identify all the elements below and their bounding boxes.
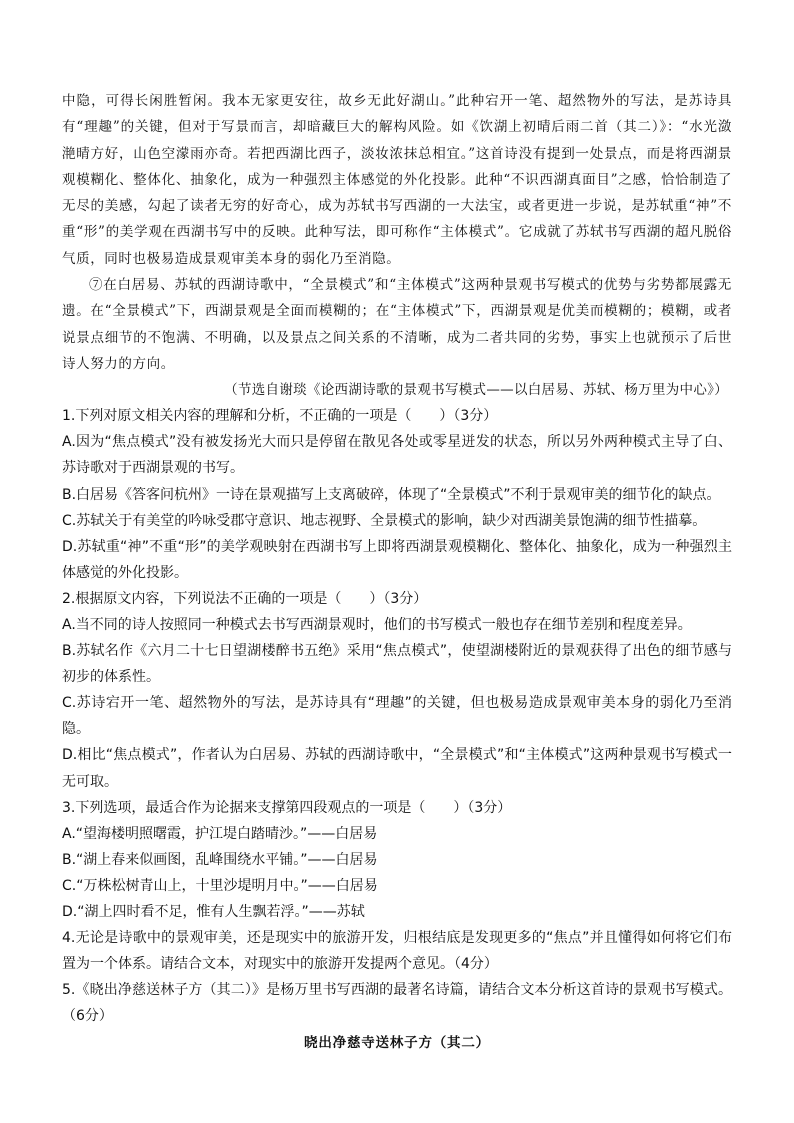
question-1-option-c: C.苏轼关于有美堂的吟咏受郡守意识、地志视野、全景模式的影响，缺少对西湖美景饱满的细节性描摹。	[62, 512, 707, 529]
question-3-option-a: A.“望海楼明照曙霞，护江堤白踏晴沙。”——白居易	[62, 825, 378, 842]
question-5-stem: 5.《晓出净慈送林子方（其二）》是杨万里书写西湖的最著名诗篇，请结合文本分析这首诗的景观书写模式。（6分）	[62, 982, 732, 1025]
question-1-options	[62, 429, 732, 586]
poem-title: 晓出净慈寺送林子方（其二）	[304, 1034, 490, 1051]
question-3-option-b: B.“湖上春来似画图，乱峰围绕水平铺。”——白居易	[62, 851, 378, 868]
question-2-option-d: D.相比“焦点模式”，作者认为白居易、苏轼的西湖诗歌中，“全景模式”和“主体模式”这两种景观书写模式一无可取。	[62, 747, 732, 790]
passage-paragraph-6-continued: 中隐，可得长闲胜暂闲。我本无家更安往，故乡无此好湖山。”此种宕开一笔、超然物外的写法，是苏诗具有“理趣”的关键，但对于写景而言，却暗藏巨大的解构风险。如《饮湖上初晴后雨二首（其二）》：“水光潋滟晴方好，山色空濛雨亦奇。若把西湖比西子，淡妆浓抹总相宜。”这首诗没有提到一处景点，而是将西湖景观模糊化、整体化、抽象化，成为一种强烈主体感觉的外化投影。此种“不识西湖真面目”之感，恰恰制造了无尽的美感，勾起了读者无穷的好奇心，成为苏轼书写西湖的一大法宝，或者更进一步说，是苏轼重“神”不重“形”的美学观在西湖书写中的反映。此种写法，即可称作“主体模式”。它成就了苏轼书写西湖的超凡脱俗气质，同时也极易造成景观审美本身的弱化乃至消隐。	[62, 93, 732, 267]
passage-source: （节选自谢琰《论西湖诗歌的景观书写模式——以白居易、苏轼、杨万里为中心》）	[224, 382, 728, 399]
exam-page	[62, 88, 732, 1056]
question-1-option-d: D.苏轼重“神”不重“形”的美学观映射在西湖书写上即将西湖景观模糊化、整体化、抽象化，成为一种强烈主体感觉的外化投影。	[62, 538, 732, 581]
question-3-stem: 3.下列选项，最适合作为论据来支撑第四段观点的一项是（ ）（3分）	[62, 799, 512, 816]
question-2-options	[62, 612, 732, 795]
question-2-option-a: A.当不同的诗人按照同一种模式去书写西湖景观时，他们的书写模式一般也存在细节差别和程度差异。	[62, 617, 692, 634]
passage-paragraph-7: ⑦在白居易、苏轼的西湖诗歌中，“全景模式”和“主体模式”这两种景观书写模式的优势与劣势都展露无遗。在“全景模式”下，西湖景观是全面而模糊的；在“主体模式”下，西湖景观是优美而模糊的；模糊，或者说景点细节的不饱满、不明确，以及景点之间关系的不清晰，成为二者共同的劣势，事实上也就预示了后世诗人努力的方向。	[62, 277, 732, 372]
question-1-option-b: B.白居易《答客问杭州》一诗在景观描写上支离破碎，体现了“全景模式”不利于景观审美的细节化的缺点。	[62, 486, 721, 503]
question-1-stem: 1.下列对原文相关内容的理解和分析，不正确的一项是（ ）（3分）	[62, 408, 498, 425]
question-3-option-d: D.“湖上四时看不足，惟有人生飘若浮。”——苏轼	[62, 904, 365, 921]
question-2-stem: 2.根据原文内容，下列说法不正确的一项是（ ）（3分）	[62, 590, 428, 607]
question-3-option-c: C.“万株松树青山上，十里沙堤明月中。”——白居易	[62, 877, 378, 894]
question-1-option-a: A.因为“焦点模式”没有被发扬光大而只是停留在散见各处或零星迸发的状态，所以另外两种模式主导了白、苏诗歌对于西湖景观的书写。	[62, 434, 732, 477]
question-2-option-c: C.苏诗宕开一笔、超然物外的写法，是苏诗具有“理趣”的关键，但也极易造成景观审美本身的弱化乃至消隐。	[62, 695, 732, 738]
question-3-options	[62, 821, 732, 925]
question-4-stem: 4.无论是诗歌中的景观审美，还是现实中的旅游开发，归根结底是发现更多的“焦点”并且懂得如何将它们布置为一个体系。请结合文本，对现实中的旅游开发提两个意见。（4分）	[62, 930, 732, 973]
question-2-option-b: B.苏轼名作《六月二十七日望湖楼醉书五绝》采用“焦点模式”，使望湖楼附近的景观获得了出色的细节感与初步的体系性。	[62, 643, 732, 686]
